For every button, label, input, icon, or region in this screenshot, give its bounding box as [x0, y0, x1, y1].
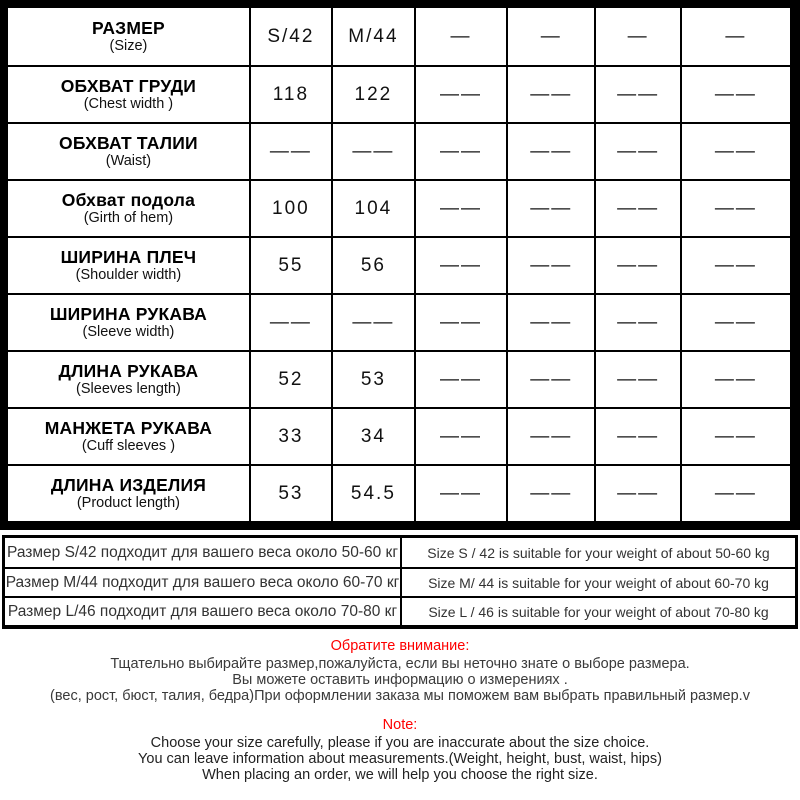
size-cell: —: [414, 8, 506, 65]
row-label-en: (Girth of hem): [83, 209, 174, 226]
measure-cell: ——: [506, 409, 594, 464]
measure-cell: ——: [506, 181, 594, 236]
measure-cell: 54.5: [331, 466, 414, 521]
measure-cell: 56: [331, 238, 414, 293]
note-heading-ru: Обратите внимание:: [330, 638, 470, 654]
table-row-chest: [8, 65, 790, 122]
measure-cell: ——: [594, 67, 679, 122]
row-label-ru: ШИРИНА ПЛЕЧ: [60, 246, 197, 267]
table-row-product-length: [8, 464, 790, 521]
weight-text-ru: Размер M/44 подходит для вашего веса около 60-70 кг: [5, 573, 400, 591]
measure-cell: ——: [414, 238, 506, 293]
measure-cell: ——: [414, 295, 506, 350]
note-section-ru: [0, 638, 800, 704]
measure-cell: ——: [594, 124, 679, 179]
measure-cell: ——: [680, 295, 790, 350]
measure-cell: 52: [249, 352, 331, 407]
row-header-chest: [8, 67, 249, 122]
row-label-en: (Size): [109, 37, 148, 54]
measure-cell: ——: [680, 181, 790, 236]
measure-cell: ——: [680, 67, 790, 122]
measure-cell: 104: [331, 181, 414, 236]
row-header-waist: [8, 124, 249, 179]
row-label-ru: ШИРИНА РУКАВА: [49, 303, 208, 324]
table-row-waist: [8, 122, 790, 179]
weight-row-s42: [5, 538, 795, 567]
measure-cell: ——: [414, 181, 506, 236]
size-cell: —: [506, 8, 594, 65]
note-line: Тщательно выбирайте размер,пожалуйста, если вы неточно знате о выборе размера.: [110, 656, 690, 672]
measure-cell: 53: [331, 352, 414, 407]
note-line: You can leave information about measurements.(Weight, height, bust, waist, hips): [138, 751, 662, 768]
note-heading-en: Note:: [382, 717, 418, 734]
measure-cell: 53: [249, 466, 331, 521]
row-header-hem: [8, 181, 249, 236]
measure-cell: ——: [249, 295, 331, 350]
measure-cell: ——: [594, 352, 679, 407]
table-row-shoulder: [8, 236, 790, 293]
table-row-sleeve-width: [8, 293, 790, 350]
table-row-size: [8, 8, 790, 65]
measure-cell: ——: [414, 409, 506, 464]
measure-cell: 33: [249, 409, 331, 464]
measure-cell: ——: [680, 124, 790, 179]
measure-cell: ——: [506, 352, 594, 407]
measure-cell: ——: [506, 67, 594, 122]
table-row-hem: [8, 179, 790, 236]
measure-cell: ——: [414, 67, 506, 122]
note-line: Вы можете оставить информацию о измерениях .: [232, 671, 568, 688]
measure-cell: ——: [680, 352, 790, 407]
measure-cell: ——: [680, 409, 790, 464]
row-header-product-length: [8, 466, 249, 521]
measure-cell: ——: [506, 124, 594, 179]
measure-cell: 118: [249, 67, 331, 122]
row-label-en: (Cuff sleeves ): [81, 437, 176, 454]
measure-cell: ——: [506, 466, 594, 521]
weight-row-l46: [5, 596, 795, 625]
size-cell: S/42: [249, 8, 331, 65]
table-row-cuff: [8, 407, 790, 464]
row-label-en: (Product length): [76, 494, 180, 511]
measure-cell: ——: [249, 124, 331, 179]
note-line: When placing an order, we will help you choose the right size.: [202, 766, 598, 783]
weight-text-ru: Размер L/46 подходит для вашего веса около 70-80 кг: [7, 602, 398, 620]
weight-text-en: Size M/ 44 is suitable for your weight of about 60-70 kg: [400, 569, 795, 596]
weight-row-m44: [5, 567, 795, 596]
measure-cell: ——: [331, 124, 414, 179]
row-header-size: [8, 8, 249, 65]
weight-text-en: Size S / 42 is suitable for your weight of about 50-60 kg: [400, 538, 795, 567]
measure-cell: ——: [506, 295, 594, 350]
row-label-ru: ОБХВАТ ТАЛИИ: [59, 132, 198, 153]
measure-cell: ——: [680, 466, 790, 521]
measure-cell: ——: [594, 295, 679, 350]
measure-cell: ——: [331, 295, 414, 350]
note-section-en: [0, 717, 800, 783]
row-label-ru: ДЛИНА ИЗДЕЛИЯ: [50, 474, 207, 495]
measure-cell: 122: [331, 67, 414, 122]
row-label-en: (Chest width ): [83, 95, 174, 112]
measure-cell: ——: [594, 238, 679, 293]
weight-recommendation-table: [2, 535, 798, 629]
row-label-ru: МАНЖЕТА РУКАВА: [44, 417, 213, 438]
size-cell: —: [594, 8, 679, 65]
measure-cell: ——: [414, 352, 506, 407]
row-header-shoulder: [8, 238, 249, 293]
row-label-en: (Shoulder width): [75, 266, 182, 283]
row-label-en: (Sleeves length): [76, 380, 181, 397]
measure-cell: 34: [331, 409, 414, 464]
note-line: (вес, рост, бюст, талия, бедра)При оформлении заказа мы поможем вам выбрать правильный размер.v: [50, 687, 750, 704]
row-label-ru: ДЛИНА РУКАВА: [58, 360, 199, 381]
weight-text-ru: Размер S/42 подходит для вашего веса около 50-60 кг: [7, 543, 398, 561]
row-label-ru: РАЗМЕР: [91, 17, 165, 38]
row-label-ru: Обхват подола: [61, 189, 196, 210]
weight-text-en: Size L / 46 is suitable for your weight of about 70-80 kg: [400, 598, 795, 625]
row-header-sleeve-width: [8, 295, 249, 350]
measure-cell: 55: [249, 238, 331, 293]
measure-cell: ——: [594, 466, 679, 521]
table-row-sleeve-length: [8, 350, 790, 407]
measure-cell: ——: [594, 409, 679, 464]
size-cell: M/44: [331, 8, 414, 65]
measure-cell: 100: [249, 181, 331, 236]
measure-cell: ——: [506, 238, 594, 293]
note-line: Choose your size carefully, please if you are inaccurate about the size choice.: [150, 735, 650, 752]
size-cell: —: [680, 8, 790, 65]
measure-cell: ——: [680, 238, 790, 293]
row-header-cuff: [8, 409, 249, 464]
measure-cell: ——: [594, 181, 679, 236]
row-label-en: (Waist): [105, 152, 152, 169]
row-header-sleeve-length: [8, 352, 249, 407]
row-label-ru: ОБХВАТ ГРУДИ: [60, 75, 197, 96]
row-label-en: (Sleeve width): [82, 323, 175, 340]
measure-cell: ——: [414, 466, 506, 521]
measure-cell: ——: [414, 124, 506, 179]
